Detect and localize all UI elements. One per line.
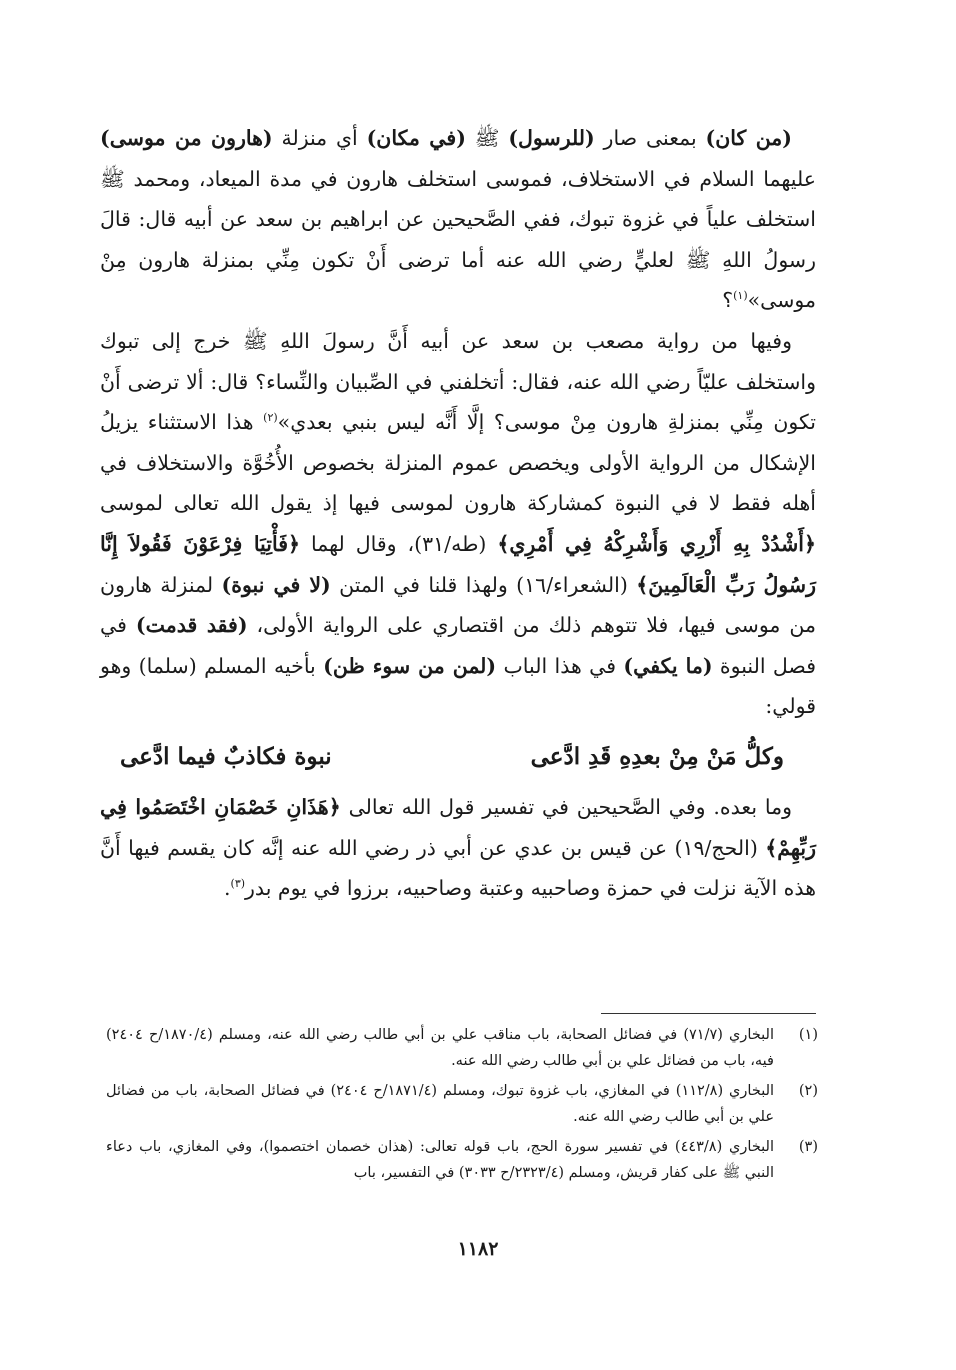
paragraphs-after-verse: [100, 787, 816, 909]
text-segment: هذا الاستثناء يزيلُ الإشكال من الرواية الأولى ويخصص عموم المنزلة بخصوص الأُخُوَّة والاستخلاف في أهله فقط لا في النبوة كمشاركة هارون لموسى فيها إذ يقول الله تعالى لموسى: [100, 410, 816, 516]
bold-text-segment: (من كان): [705, 126, 792, 150]
bold-text-segment: ﴿أَشْدُدْ بِهِ أَزْرِي وَأَشْرِكْهُ فِي أَمْرِي﴾: [497, 531, 816, 556]
bold-text-segment: ﴿فَأْتِيَا فِرْعَوْنَ فَقُولاَ إِنَّا رَسُولُ رَبِّ الْعَالَمِينَ﴾: [100, 531, 817, 597]
footnote-text: البخاري (٧١/٧) في فضائل الصحابة، باب مناقب علي بن أبي طالب رضي الله عنه، ومسلم (١٨٧٠/٤/ح ٢٤٠٤) فيه، باب من فضائل علي بن أبي طالب رضي الله عنه.: [106, 1027, 775, 1069]
text-segment: أي منزلة: [272, 126, 367, 150]
footnote-text: البخاري (١١٢/٨) في المغازي، باب غزوة تبوك، ومسلم (١٨٧١/٤/ح ٢٤٠٤) في فضائل الصحابة، باب من فضائل علي بن أبي طالب رضي الله عنه.: [106, 1083, 775, 1125]
footnote-text: البخاري (٤٤٣/٨) في تفسير سورة الحج، باب قوله تعالى: (هذان خصمان اختصموا)، وفي المغازي، باب دعاء النبي ﷺ على كفار قريش، ومسلم (٢٣٢٣/٤/ح ٣٠٣٣) في التفسير، باب: [106, 1139, 775, 1181]
bold-text-segment: (لا في نبوة): [221, 572, 331, 597]
text-segment: ؟: [722, 288, 734, 313]
bold-text-segment: (فقد قدمت): [135, 613, 248, 638]
bold-text-segment: (ما يكفي): [623, 653, 713, 678]
paragraph: [100, 118, 816, 321]
text-segment: ﷺ: [465, 126, 509, 150]
footnote-item: [106, 1134, 818, 1186]
main-text: [100, 118, 816, 909]
text-segment: في هذا الباب: [496, 653, 624, 678]
text-segment: لمنزلة هارون من موسى فيها، فلا تتوهم ذلك من اقتصاري على الرواية الأولى،: [100, 572, 816, 638]
bold-text-segment: ﴿هَذَانِ خَصْمَانِ اخْتَصَمُوا فِي رَبِّهِمْ﴾: [100, 794, 816, 860]
bold-text-segment: (في مكان): [366, 126, 466, 150]
text-segment: وما بعده. وفي الصَّحيحين في تفسير قول الله تعالى: [340, 794, 793, 819]
page-number: ١١٨٢: [457, 1238, 499, 1260]
text-segment: (طه/٣١)، وقال لهما: [300, 531, 498, 556]
text-segment: بمعنى صار: [594, 126, 706, 150]
text-segment: في فصل النبوة: [100, 613, 817, 678]
bold-text-segment: (هارون من موسى): [100, 126, 273, 150]
text-segment: وفيها من رواية مصعب بن سعد عن أبيه أَنَّ رسولَ اللهِ ﷺ خرج إلى تبوك واستخلف عليّاً رضي الله عنه، فقال: أتخلفني في الصِّبيان والنِّساء؟ قال: ألا ترضى أَنْ تكون مِنِّي بمنزلةِ هارون مِنْ موسى؟ إلَّا أَنَّه ليس بنبي بعدي»: [100, 328, 816, 435]
verse-second-hemistich: نبوة فكاذبٌ فيما ادَّعى: [120, 742, 332, 770]
footnote-reference: (٣): [230, 877, 246, 891]
poetry-verse: [100, 729, 816, 785]
paragraph: [100, 321, 816, 727]
paragraphs-before-verse: [100, 118, 816, 727]
footnotes: [106, 1022, 818, 1190]
text-segment: عليهما السلام في الاستخلاف، فموسى استخلف هارون في مدة الميعاد، ومحمد ﷺ استخلف علياً في غزوة تبوك، ففي الصَّحيحين عن ابراهيم بن سعد عن أبيه قال: قالَ رسولُ اللهِ ﷺ لعليٍّ رضي الله عنه أما ترضى أَنْ تكون مِنِّي بمنزلة هارون مِنْ موسى»: [100, 166, 816, 313]
footnote-separator: [601, 1013, 816, 1014]
footnote-reference: (٢): [263, 411, 278, 425]
bold-text-segment: (لمن من سوء ظن): [323, 653, 497, 678]
footnote-reference: (١): [733, 289, 748, 303]
text-segment: .: [223, 876, 231, 901]
text-segment: (الحج/١٩) عن قيس بن عدي عن أبي ذر رضي الله عنه إنَّه كان يقسم فيها أَنَّ هذه الآية نزلت في حمزة وصاحبيه وعتبة وصاحبيه، برزوا في يوم بدر: [100, 835, 816, 901]
footnote-item: [106, 1022, 818, 1074]
footnote-number: (٢): [798, 1083, 818, 1099]
bold-text-segment: (للرسول): [508, 126, 595, 150]
verse-first-hemistich: وكلُّ مَنْ مِنْ بعدِهِ قَدِ ادَّعى: [530, 742, 784, 770]
footnote-number: (١): [798, 1027, 818, 1043]
text-segment: (الشعراء/١٦) ولهذا قلنا في المتن: [330, 572, 637, 597]
text-segment: بأخيه المسلم (سلما) وهو قولي:: [100, 653, 816, 719]
paragraph: [100, 787, 816, 909]
footnote-number: (٣): [798, 1139, 818, 1155]
footnote-item: [106, 1078, 818, 1130]
